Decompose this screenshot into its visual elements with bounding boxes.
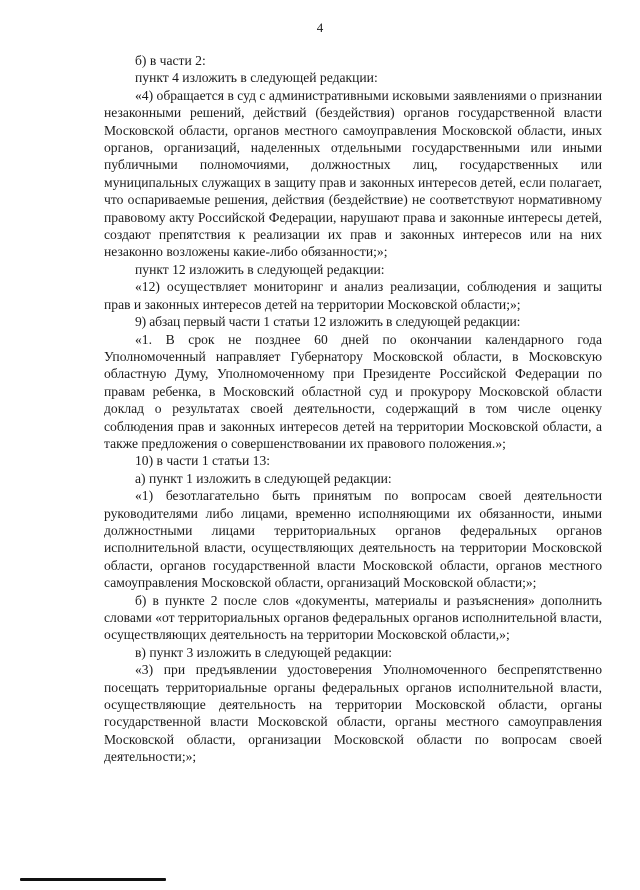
- paragraph: «3) при предъявлении удостоверения Уполномоченного беспрепятственно посещать территориальные органы федеральных органов исполнительной власти, осуществляющие деятельность на территории Московской области, органы государственной власти Московской области, органы местного самоуправления Московской области, организации Московской области по вопросам своей деятельности;»;: [104, 662, 602, 765]
- paragraph: «1) безотлагательно быть принятым по вопросам своей деятельности руководителями либо лицами, временно исполняющими их обязанности, иными должностными лицами территориальных органов федеральных органов исполнительной власти, осуществляющих деятельность на территории Московской области, органов государственной власти Московской области, органов местного самоуправления Московской области, организаций Московской области;»;: [104, 488, 602, 591]
- paragraph: «4) обращается в суд с административными исковыми заявлениями о признании незаконными решений, действий (бездействия) органов государственной власти Московской области, органов местного самоуправления Московской области, иных органов, организаций, наделенных отдельными государственными или иными публичными полномочиями, должностных лиц, государственных или муниципальных служащих в защиту прав и законных интересов детей, если полагает, что оспариваемые решения, действия (бездействие) не соответствуют нормативному правовому акту Российской Федерации, нарушают права и законные интересы детей, создают препятствия к реализации их прав и законных интересов или на них незаконно возложены какие-либо обязанности;»;: [104, 87, 602, 260]
- paragraph: 10) в части 1 статьи 13:: [135, 453, 271, 469]
- page-number: 4: [316, 20, 324, 35]
- paragraph: в) пункт 3 изложить в следующей редакции:: [135, 644, 393, 660]
- document-body: [104, 52, 602, 766]
- bottom-rule: [20, 878, 166, 881]
- paragraph: а) пункт 1 изложить в следующей редакции:: [135, 470, 392, 486]
- paragraph: «1. В срок не позднее 60 дней по окончании календарного года Уполномоченный направляет Губернатору Московской области, в Московскую областную Думу, Уполномоченному при Президенте Российской Федерации по правам ребенка, в Московский областной суд и прокурору Московской области доклад о результатах своей деятельности, содержащий в том числе оценку соблюдения прав и законных интересов детей на территории Московской области, а также предложения о совершенствовании их правового положения.»;: [104, 331, 602, 451]
- paragraph: б) в пункте 2 после слов «документы, материалы и разъяснения» дополнить словами «от территориальных органов федеральных органов исполнительной власти, осуществляющих деятельность на территории Московской области,»;: [104, 592, 602, 643]
- paragraph: б) в части 2:: [135, 53, 206, 68]
- paragraph: «12) осуществляет мониторинг и анализ реализации, соблюдения и защиты прав и законных интересов детей на территории Московской области;»;: [104, 279, 602, 312]
- paragraph: пункт 4 изложить в следующей редакции:: [135, 70, 378, 86]
- paragraph: 9) абзац первый части 1 статьи 12 изложить в следующей редакции:: [135, 314, 521, 330]
- paragraph: пункт 12 изложить в следующей редакции:: [135, 261, 385, 277]
